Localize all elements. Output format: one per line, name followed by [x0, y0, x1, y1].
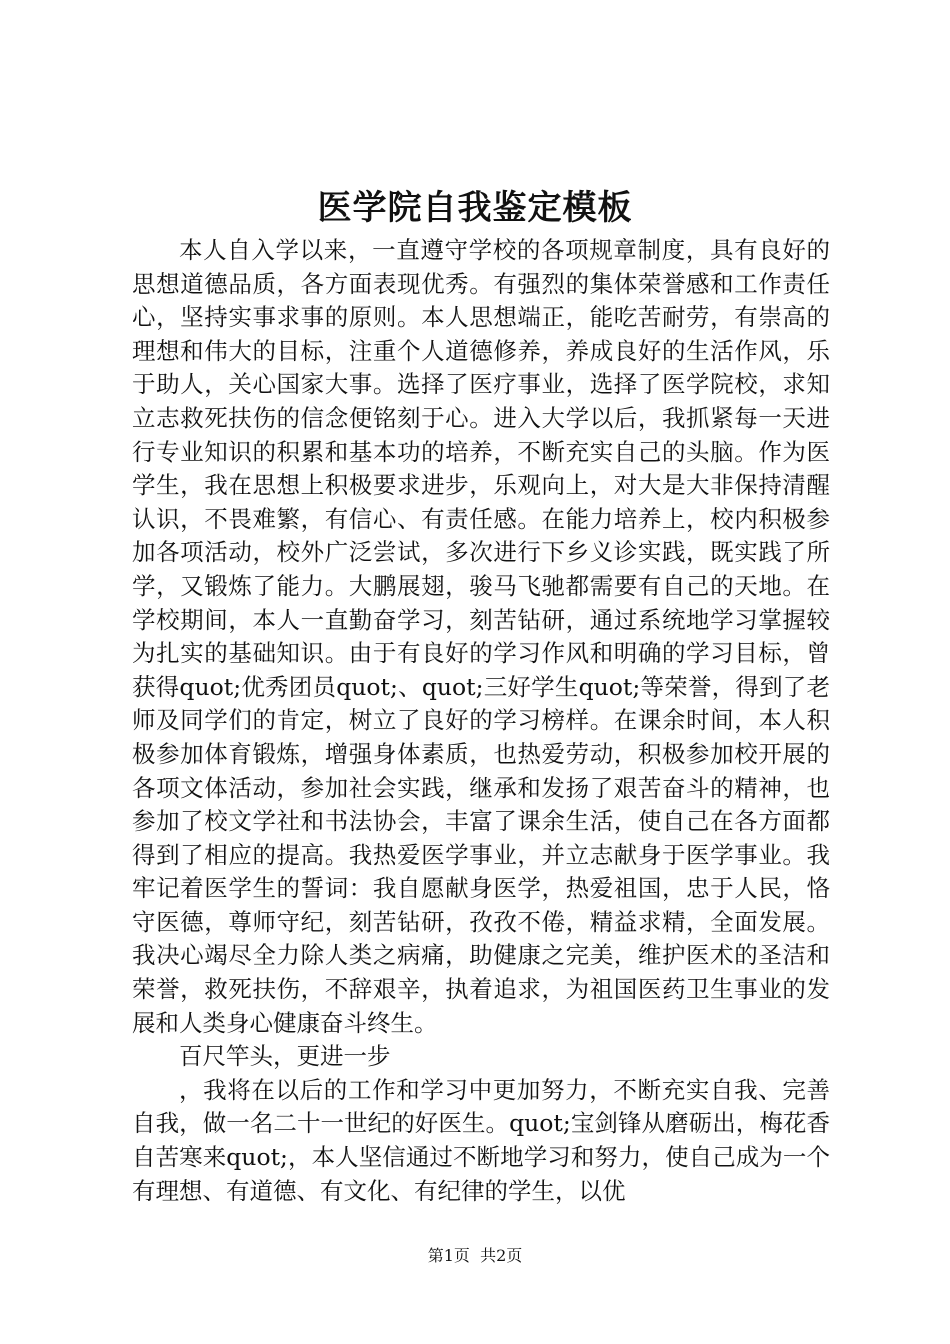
document-body	[132, 234, 830, 1208]
page-footer	[0, 1244, 950, 1268]
paragraph-2: 百尺竿头，更进一步	[179, 1042, 391, 1071]
paragraph-3: ，我将在以后的工作和学习中更加努力，不断充实自我、完善自我，做一名二十一世纪的好医生。quot;宝剑锋从磨砺出，梅花香自苦寒来quot;，本人坚信通过不断地学习和努力，使自己成为一个有理想、有道德、有文化、有纪律的学生，以优	[132, 1075, 830, 1205]
paragraph-1: 本人自入学以来，一直遵守学校的各项规章制度，具有良好的思想道德品质，各方面表现优秀。有强烈的集体荣誉感和工作责任心，坚持实事求事的原则。本人思想端正，能吃苦耐劳，有崇高的理想和伟大的目标，注重个人道德修养，养成良好的生活作风，乐于助人，关心国家大事。选择了医疗事业，选择了医学院校，求知立志救死扶伤的信念便铭刻于心。进入大学以后，我抓紧每一天进行专业知识的积累和基本功的培养，不断充实自己的头脑。作为医学生，我在思想上积极要求进步，乐观向上，对大是大非保持清醒认识，不畏难繁，有信心、有责任感。在能力培养上，校内积极参加各项活动，校外广泛尝试，多次进行下乡义诊实践，既实践了所学，又锻炼了能力。大鹏展翅，骏马飞驰都需要有自己的天地。在学校期间，本人一直勤奋学习，刻苦钻研，通过系统地学习掌握较为扎实的基础知识。由于有良好的学习作风和明确的学习目标，曾获得quot;优秀团员quot;、quot;三好学生quot;等荣誉，得到了老师及同学们的肯定，树立了良好的学习榜样。在课余时间，本人积极参加体育锻炼，增强身体素质，也热爱劳动，积极参加校开展的各项文体活动，参加社会实践，继承和发扬了艰苦奋斗的精神，也参加了校文学社和书法协会，丰富了课余生活，使自己在各方面都得到了相应的提高。我热爱医学事业，并立志献身于医学事业。我牢记着医学生的誓词：我自愿献身医学，热爱祖国，忠于人民，恪守医德，尊师守纪，刻苦钻研，孜孜不倦，精益求精，全面发展。我决心竭尽全力除人类之病痛，助健康之完美，维护医术的圣洁和荣誉，救死扶伤，不辞艰辛，执着追求，为祖国医药卫生事业的发展和人类身心健康奋斗终生。	[132, 236, 830, 1037]
page-number: 第1页	[427, 1246, 470, 1265]
page-total: 共2页	[480, 1246, 523, 1265]
document-title: 医学院自我鉴定模板	[317, 188, 633, 228]
